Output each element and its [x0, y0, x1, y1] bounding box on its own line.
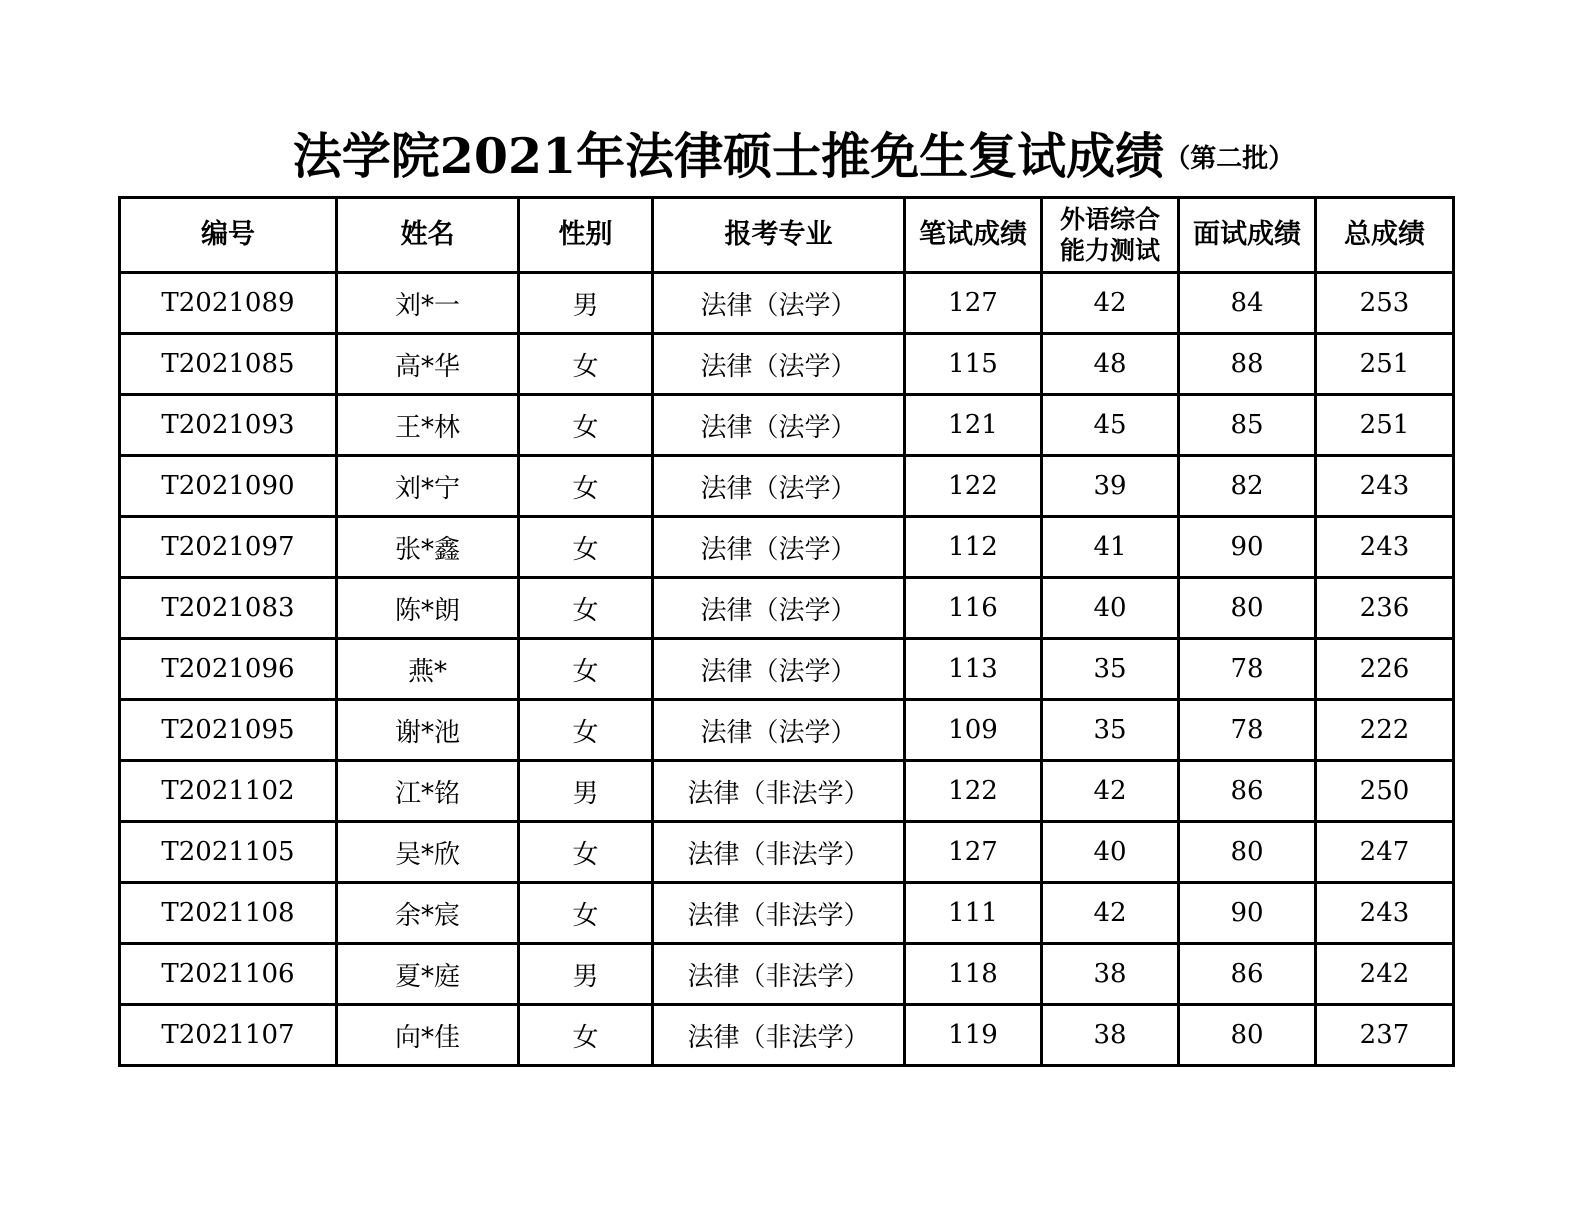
cell-id: T2021093 [120, 395, 337, 456]
header-gender: 性别 [519, 198, 653, 273]
cell-written-score: 122 [905, 456, 1042, 517]
cell-id: T2021102 [120, 761, 337, 822]
cell-interview-score: 80 [1179, 578, 1316, 639]
cell-name: 燕* [337, 639, 519, 700]
cell-id: T2021090 [120, 456, 337, 517]
cell-name: 张*鑫 [337, 517, 519, 578]
cell-total-score: 243 [1316, 456, 1454, 517]
cell-interview-score: 82 [1179, 456, 1316, 517]
cell-major: 法律（法学） [653, 700, 905, 761]
cell-major: 法律（非法学） [653, 944, 905, 1005]
table-row [120, 761, 1454, 822]
cell-gender: 女 [519, 883, 653, 944]
table-header-row [120, 198, 1454, 273]
cell-written-score: 116 [905, 578, 1042, 639]
cell-name: 高*华 [337, 334, 519, 395]
header-id: 编号 [120, 198, 337, 273]
cell-name: 余*宸 [337, 883, 519, 944]
cell-language-score: 42 [1042, 273, 1179, 334]
cell-name: 刘*宁 [337, 456, 519, 517]
cell-major: 法律（法学） [653, 517, 905, 578]
cell-language-score: 39 [1042, 456, 1179, 517]
cell-name: 陈*朗 [337, 578, 519, 639]
header-interview-score: 面试成绩 [1179, 198, 1316, 273]
cell-language-score: 38 [1042, 1005, 1179, 1066]
cell-written-score: 113 [905, 639, 1042, 700]
cell-language-score: 41 [1042, 517, 1179, 578]
cell-major: 法律（非法学） [653, 822, 905, 883]
cell-name: 吴*欣 [337, 822, 519, 883]
table-row [120, 883, 1454, 944]
title-main: 法学院2021年法律硕士推免生复试成绩 [292, 127, 1165, 185]
cell-total-score: 243 [1316, 517, 1454, 578]
cell-major: 法律（法学） [653, 273, 905, 334]
header-name: 姓名 [337, 198, 519, 273]
cell-major: 法律（非法学） [653, 883, 905, 944]
cell-total-score: 226 [1316, 639, 1454, 700]
cell-id: T2021097 [120, 517, 337, 578]
table-row [120, 517, 1454, 578]
cell-total-score: 242 [1316, 944, 1454, 1005]
cell-total-score: 253 [1316, 273, 1454, 334]
cell-interview-score: 88 [1179, 334, 1316, 395]
cell-language-score: 42 [1042, 761, 1179, 822]
cell-written-score: 127 [905, 273, 1042, 334]
cell-interview-score: 85 [1179, 395, 1316, 456]
table-row [120, 334, 1454, 395]
cell-major: 法律（法学） [653, 456, 905, 517]
cell-written-score: 109 [905, 700, 1042, 761]
table-row [120, 578, 1454, 639]
cell-id: T2021106 [120, 944, 337, 1005]
cell-id: T2021089 [120, 273, 337, 334]
cell-language-score: 45 [1042, 395, 1179, 456]
cell-written-score: 121 [905, 395, 1042, 456]
table-row [120, 1005, 1454, 1066]
cell-interview-score: 86 [1179, 944, 1316, 1005]
cell-total-score: 237 [1316, 1005, 1454, 1066]
cell-total-score: 247 [1316, 822, 1454, 883]
cell-name: 江*铭 [337, 761, 519, 822]
cell-gender: 男 [519, 761, 653, 822]
cell-total-score: 250 [1316, 761, 1454, 822]
cell-gender: 女 [519, 700, 653, 761]
table-row [120, 822, 1454, 883]
cell-major: 法律（法学） [653, 334, 905, 395]
cell-interview-score: 86 [1179, 761, 1316, 822]
cell-major: 法律（非法学） [653, 1005, 905, 1066]
cell-language-score: 38 [1042, 944, 1179, 1005]
cell-name: 谢*池 [337, 700, 519, 761]
cell-total-score: 236 [1316, 578, 1454, 639]
cell-id: T2021096 [120, 639, 337, 700]
cell-written-score: 112 [905, 517, 1042, 578]
header-language-test: 外语综合 能力测试 [1042, 198, 1179, 273]
cell-major: 法律（法学） [653, 395, 905, 456]
cell-written-score: 118 [905, 944, 1042, 1005]
cell-gender: 女 [519, 639, 653, 700]
cell-name: 刘*一 [337, 273, 519, 334]
cell-gender: 女 [519, 517, 653, 578]
cell-major: 法律（法学） [653, 578, 905, 639]
cell-gender: 女 [519, 822, 653, 883]
cell-gender: 女 [519, 395, 653, 456]
cell-major: 法律（法学） [653, 639, 905, 700]
cell-id: T2021108 [120, 883, 337, 944]
header-total-score: 总成绩 [1316, 198, 1454, 273]
table-row [120, 273, 1454, 334]
cell-id: T2021105 [120, 822, 337, 883]
cell-id: T2021085 [120, 334, 337, 395]
table-row [120, 395, 1454, 456]
cell-language-score: 40 [1042, 578, 1179, 639]
cell-written-score: 111 [905, 883, 1042, 944]
cell-interview-score: 84 [1179, 273, 1316, 334]
cell-written-score: 119 [905, 1005, 1042, 1066]
table-row [120, 456, 1454, 517]
cell-total-score: 251 [1316, 334, 1454, 395]
cell-gender: 女 [519, 1005, 653, 1066]
cell-total-score: 251 [1316, 395, 1454, 456]
cell-interview-score: 78 [1179, 639, 1316, 700]
cell-total-score: 243 [1316, 883, 1454, 944]
cell-gender: 女 [519, 578, 653, 639]
table-row [120, 639, 1454, 700]
cell-language-score: 40 [1042, 822, 1179, 883]
cell-written-score: 122 [905, 761, 1042, 822]
cell-id: T2021107 [120, 1005, 337, 1066]
cell-gender: 女 [519, 456, 653, 517]
header-major: 报考专业 [653, 198, 905, 273]
header-written-score: 笔试成绩 [905, 198, 1042, 273]
cell-name: 向*佳 [337, 1005, 519, 1066]
cell-interview-score: 90 [1179, 517, 1316, 578]
cell-total-score: 222 [1316, 700, 1454, 761]
table-row [120, 944, 1454, 1005]
cell-id: T2021095 [120, 700, 337, 761]
cell-interview-score: 78 [1179, 700, 1316, 761]
score-table [118, 196, 1455, 1067]
cell-language-score: 42 [1042, 883, 1179, 944]
cell-name: 夏*庭 [337, 944, 519, 1005]
cell-major: 法律（非法学） [653, 761, 905, 822]
cell-interview-score: 90 [1179, 883, 1316, 944]
title-batch: （第二批） [1164, 144, 1295, 174]
cell-gender: 女 [519, 334, 653, 395]
cell-name: 王*林 [337, 395, 519, 456]
cell-interview-score: 80 [1179, 822, 1316, 883]
page-title [0, 118, 1587, 188]
cell-written-score: 115 [905, 334, 1042, 395]
cell-interview-score: 80 [1179, 1005, 1316, 1066]
cell-language-score: 35 [1042, 639, 1179, 700]
cell-written-score: 127 [905, 822, 1042, 883]
table-row [120, 700, 1454, 761]
cell-language-score: 35 [1042, 700, 1179, 761]
cell-gender: 男 [519, 944, 653, 1005]
cell-id: T2021083 [120, 578, 337, 639]
cell-gender: 男 [519, 273, 653, 334]
cell-language-score: 48 [1042, 334, 1179, 395]
